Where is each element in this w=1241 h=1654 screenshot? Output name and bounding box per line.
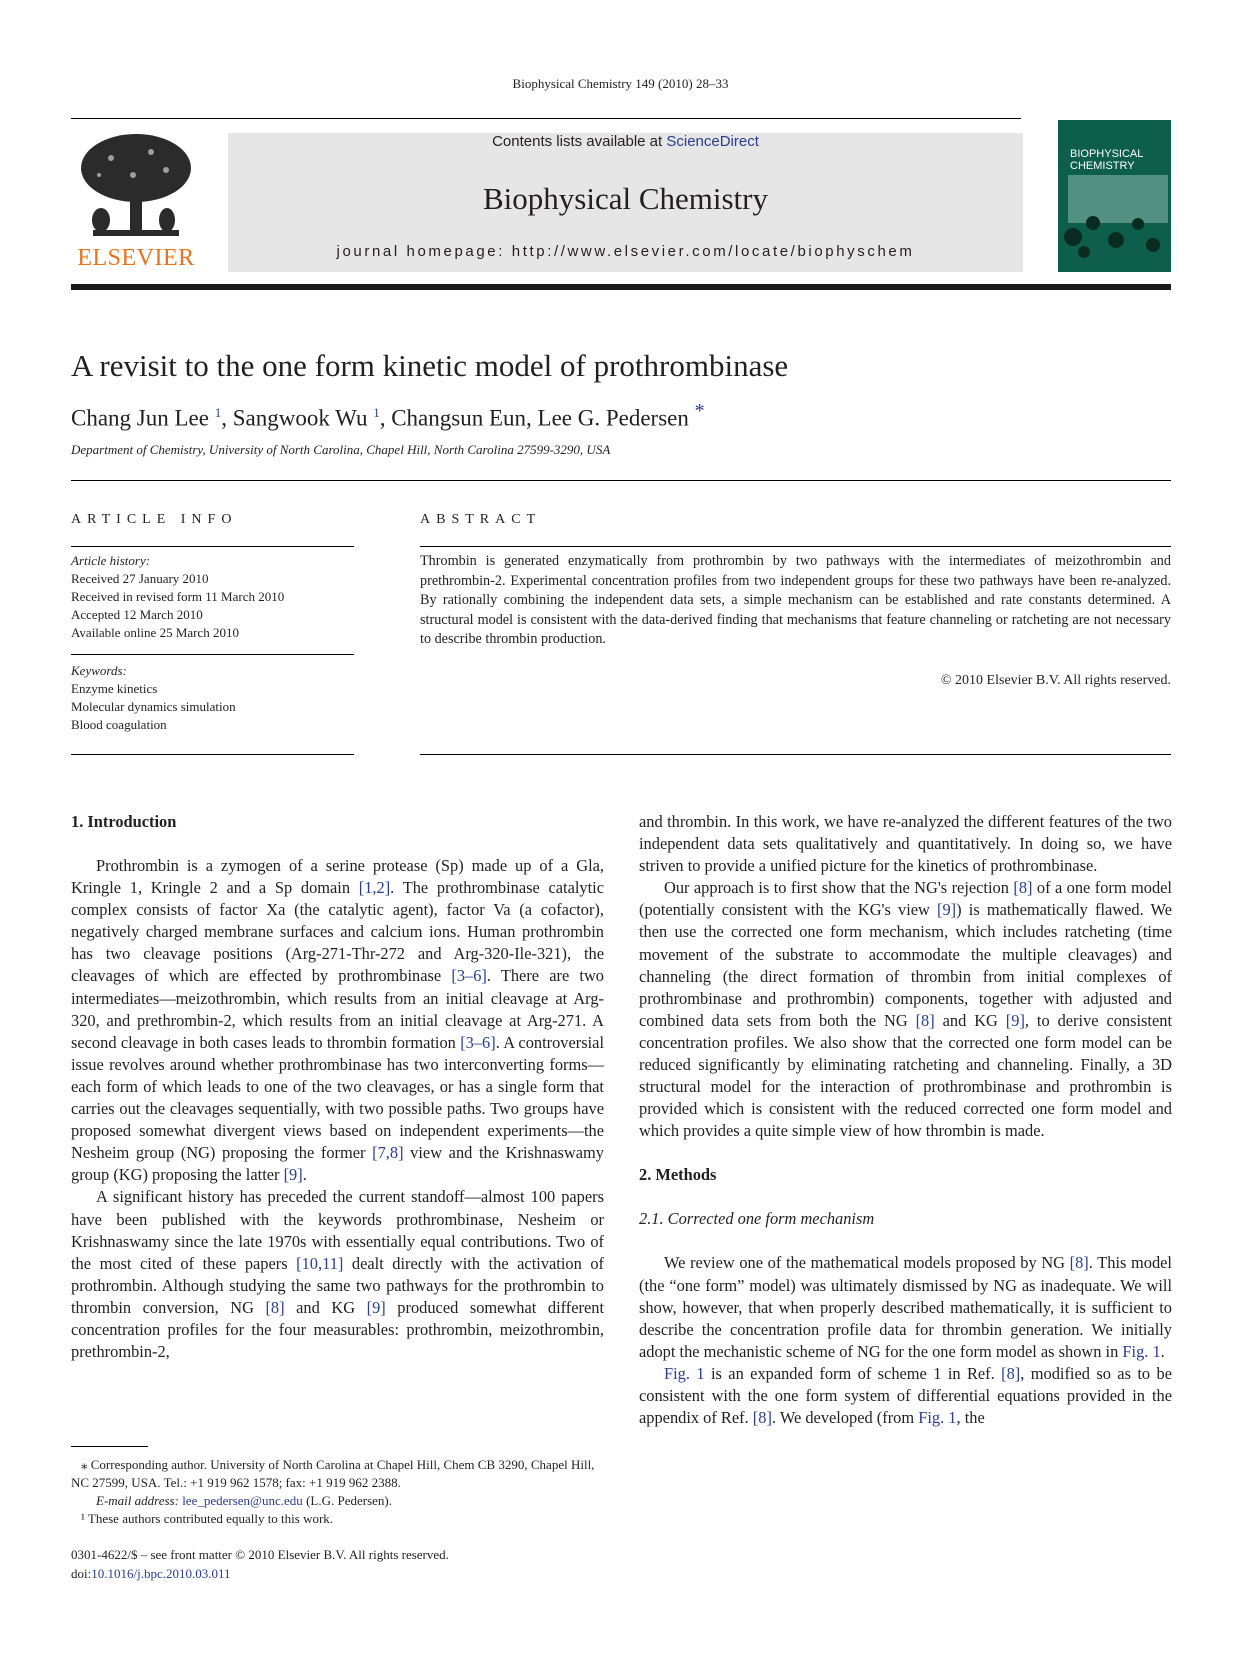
article-history: [71, 552, 284, 642]
history-item: Accepted 12 March 2010: [71, 607, 203, 622]
elsevier-logo[interactable]: [71, 130, 201, 272]
abstract-text: Thrombin is generated enzymatically from prothrombin by two pathways with the intermediates of meizothrombin and prethrombin-2. Experimental concentration profiles from two independent groups for these two pathways have been re-analyzed. By rationally combining the independent data sets, a simple mechanism can be established and rate constants determined. A structural model is consistent with the data-derived finding that mechanisms that feature channeling or ratcheting are not necessary to describe thrombin production.: [420, 553, 1171, 648]
citation-link[interactable]: [1,2]: [358, 878, 391, 898]
sciencedirect-link[interactable]: ScienceDirect: [666, 133, 759, 150]
section-heading: 1. Introduction: [71, 812, 177, 831]
history-item: Available online 25 March 2010: [71, 625, 239, 640]
citation-link[interactable]: [3–6]: [451, 966, 487, 986]
abstract-copyright: © 2010 Elsevier B.V. All rights reserved.: [940, 673, 1171, 688]
keywords-rule: [71, 654, 354, 655]
equal-contribution-footnote: ¹ These authors contributed equally to this work.: [81, 1511, 334, 1526]
author-name[interactable]: Changsun Eun: [391, 405, 527, 431]
citation-link[interactable]: [7,8]: [372, 1143, 404, 1163]
front-matter: [71, 1545, 449, 1583]
contents-line: [228, 133, 1023, 150]
figure-link[interactable]: Fig. 1: [664, 1363, 705, 1383]
keyword: Molecular dynamics simulation: [71, 699, 236, 714]
citation-link[interactable]: [9]: [283, 1165, 303, 1185]
keyword: Blood coagulation: [71, 717, 167, 732]
citation-link[interactable]: [8]: [752, 1408, 772, 1428]
contents-prefix: Contents lists available at: [492, 133, 667, 150]
figure-link[interactable]: Fig. 1: [1122, 1341, 1161, 1361]
cover-bead: [1132, 218, 1144, 230]
citation-link[interactable]: [10,11]: [296, 1253, 344, 1273]
affiliation-rule: [71, 480, 1171, 481]
author-mark[interactable]: 1: [373, 405, 380, 420]
figure-link[interactable]: Fig. 1: [918, 1408, 957, 1428]
abstract-rule: [420, 546, 1171, 547]
cover-bead: [1086, 216, 1100, 230]
elsevier-wordmark: ELSEVIER: [77, 245, 195, 271]
author-name[interactable]: Sangwook Wu: [232, 405, 368, 431]
citation-link[interactable]: [8]: [265, 1297, 285, 1317]
citation-link[interactable]: [3–6]: [460, 1032, 496, 1052]
keywords-label: Keywords:: [71, 663, 127, 678]
paragraph: and thrombin. In this work, we have re-analyzed the different features of the two independent data sets qualitatively and quantitatively. In doing so, we have striven to provide a unified picture for the kinetics of prothrombinase.: [639, 812, 1172, 876]
history-item: Received 27 January 2010: [71, 571, 209, 586]
journal-title: Biophysical Chemistry: [482, 181, 768, 216]
header-thick-rule: [71, 284, 1171, 290]
email-footnote: E-mail address: lee_pedersen@unc.edu (L.G. Pedersen).: [96, 1493, 392, 1508]
running-head: Biophysical Chemistry 149 (2010) 28–33: [512, 76, 729, 91]
author-name[interactable]: Chang Jun Lee: [71, 405, 209, 431]
section-heading: 2. Methods: [639, 1165, 717, 1185]
tree-icon: [71, 130, 201, 245]
article-info-bottom-rule: [71, 754, 354, 755]
paragraph: A significant history has preceded the current standoff—almost 100 papers have been published with the keywords prothrombinase, Nesheim or Krishnaswamy since the late 1970s with essentially equal contributions. Two of the most cited of these papers [10,11] dealt directly with the activation of prothrombin. Although studying the same two pathways for the prothrombin to thrombin conversion, NG [8] and KG [9] produced somewhat different concentration profiles for the four measurables: prothrombin, meizothrombin, prethrombin-2,: [71, 1187, 604, 1362]
cover-bead: [1064, 228, 1082, 246]
citation-link[interactable]: [9]: [1005, 1010, 1025, 1030]
citation-link[interactable]: [8]: [915, 1010, 935, 1030]
cover-bead: [1078, 246, 1090, 258]
email-link[interactable]: lee_pedersen@unc.edu: [182, 1493, 303, 1508]
citation-link[interactable]: [8]: [1013, 878, 1033, 898]
keyword: Enzyme kinetics: [71, 681, 158, 696]
paragraph: Fig. 1 is an expanded form of scheme 1 in Ref. [8], modified so as to be consistent with the one form system of differential equations provided in the appendix of Ref. [8]. We developed (from Fig. 1, the: [639, 1363, 1172, 1428]
author-name[interactable]: Lee G. Pedersen: [537, 405, 689, 431]
cover-title: BIOPHYSICAL CHEMISTRY: [1070, 148, 1144, 172]
body-column-left: [71, 811, 604, 1363]
paragraph: We review one of the mathematical models proposed by NG [8]. This model (the “one form” model) was ultimately dismissed by NG as inadequate. We will show, however, that when properly described mathematically, it is sufficient to describe the concentration profile data for thrombin generation. We initially adopt the mechanistic scheme of NG for the one form model as shown in Fig. 1.: [639, 1253, 1172, 1361]
affiliation: Department of Chemistry, University of North Carolina, Chapel Hill, North Carolina 27599-3290, USA: [71, 442, 611, 457]
journal-homepage[interactable]: journal homepage: http://www.elsevier.com/locate/biophyschem: [336, 243, 915, 260]
doi-line: doi:10.1016/j.bpc.2010.03.011: [71, 1566, 231, 1581]
journal-banner: [228, 133, 1023, 272]
subsection-heading: 2.1. Corrected one form mechanism: [639, 1209, 875, 1229]
citation-link[interactable]: [8]: [1001, 1363, 1021, 1383]
cover-bead: [1146, 238, 1160, 252]
article-title: A revisit to the one form kinetic model of prothrombinase: [71, 348, 789, 383]
author-list: Chang Jun Lee $^1$, Sangwook Wu $^1$, Changsun Eun, Lee G. Pedersen *: [71, 400, 705, 431]
abstract-heading: ABSTRACT: [420, 512, 542, 527]
abstract-bottom-rule: [420, 754, 1171, 755]
body-column-right: [639, 811, 1172, 1429]
keywords: [71, 662, 236, 734]
article-info-heading: ARTICLE INFO: [71, 512, 238, 527]
journal-cover[interactable]: [1058, 120, 1171, 272]
paragraph: Our approach is to first show that the NG's rejection [8] of a one form model (potentially consistent with the KG's view [9]) is mathematically flawed. We then use the corrected one form mechanism, which includes ratcheting (time movement of the substrate to accommodate the multiple cleavages) and channeling (the direct formation of thrombin from initial complexes of prothrombinase and prothrombin) components, together with adjusted and combined data sets from both the NG [8] and KG [9], to derive consistent concentration profiles. We also show that the corrected one form model can be reduced significantly by eliminating ratcheting and channeling. Finally, a 3D structural model for the interaction of prothrombinase and prothrombin is provided which is consistent with the reduced corrected one form model and which provides a quite simple view of how thrombin is made.: [639, 878, 1173, 1141]
corresponding-mark[interactable]: *: [694, 400, 705, 422]
doi-link[interactable]: 10.1016/j.bpc.2010.03.011: [91, 1566, 231, 1581]
history-item: Received in revised form 11 March 2010: [71, 589, 285, 604]
front-matter-line: 0301-4622/$ – see front matter © 2010 Elsevier B.V. All rights reserved.: [71, 1547, 449, 1562]
citation-link[interactable]: [8]: [1069, 1253, 1089, 1273]
footnote-rule: [71, 1446, 148, 1447]
history-label: Article history:: [71, 553, 151, 568]
cover-band: [1068, 175, 1168, 223]
paragraph: Prothrombin is a zymogen of a serine protease (Sp) made up of a Gla, Kringle 1, Kringle 2 and a Sp domain [1,2]. The prothrombinase catalytic complex consists of factor Xa (the catalytic agent), factor Va (a cofactor), negatively charged membrane surfaces and calcium ions. Human prothrombin has two cleavage positions (Arg-271-Thr-272 and Arg-320-Ile-321), the cleavages of which are effected by prothrombinase [3–6]. There are two intermediates—meizothrombin, which results from an initial cleavage at Arg-320, and prethrombin-2, which results from an initial cleavage at Arg-271. A second cleavage in both cases leads to thrombin formation [3–6]. A controversial issue revolves around whether prothrombinase has two interconverting forms—each form of which leads to one of the two cleavages, or has a single form that carries out the cleavages sequentially, with two possible paths. Two groups have proposed somewhat divergent views based on independent experiments—the Nesheim group (NG) proposing the former [7,8] view and the Krishnaswamy group (KG) proposing the latter [9].: [71, 856, 604, 1185]
corresponding-footnote: ⁎ Corresponding author. University of North Carolina at Chapel Hill, Chem CB 3290, Chapel Hill, NC 27599, USA. Tel.: +1 919 962 1578; fax: +1 919 962 2388.: [71, 1457, 595, 1490]
citation-link[interactable]: [9]: [937, 900, 957, 920]
citation-link[interactable]: [9]: [366, 1297, 386, 1317]
footnotes: [71, 1456, 604, 1528]
cover-bead: [1108, 232, 1124, 248]
article-info-rule: [71, 546, 354, 547]
header-rule: [71, 118, 1021, 119]
author-mark[interactable]: 1: [214, 405, 222, 420]
